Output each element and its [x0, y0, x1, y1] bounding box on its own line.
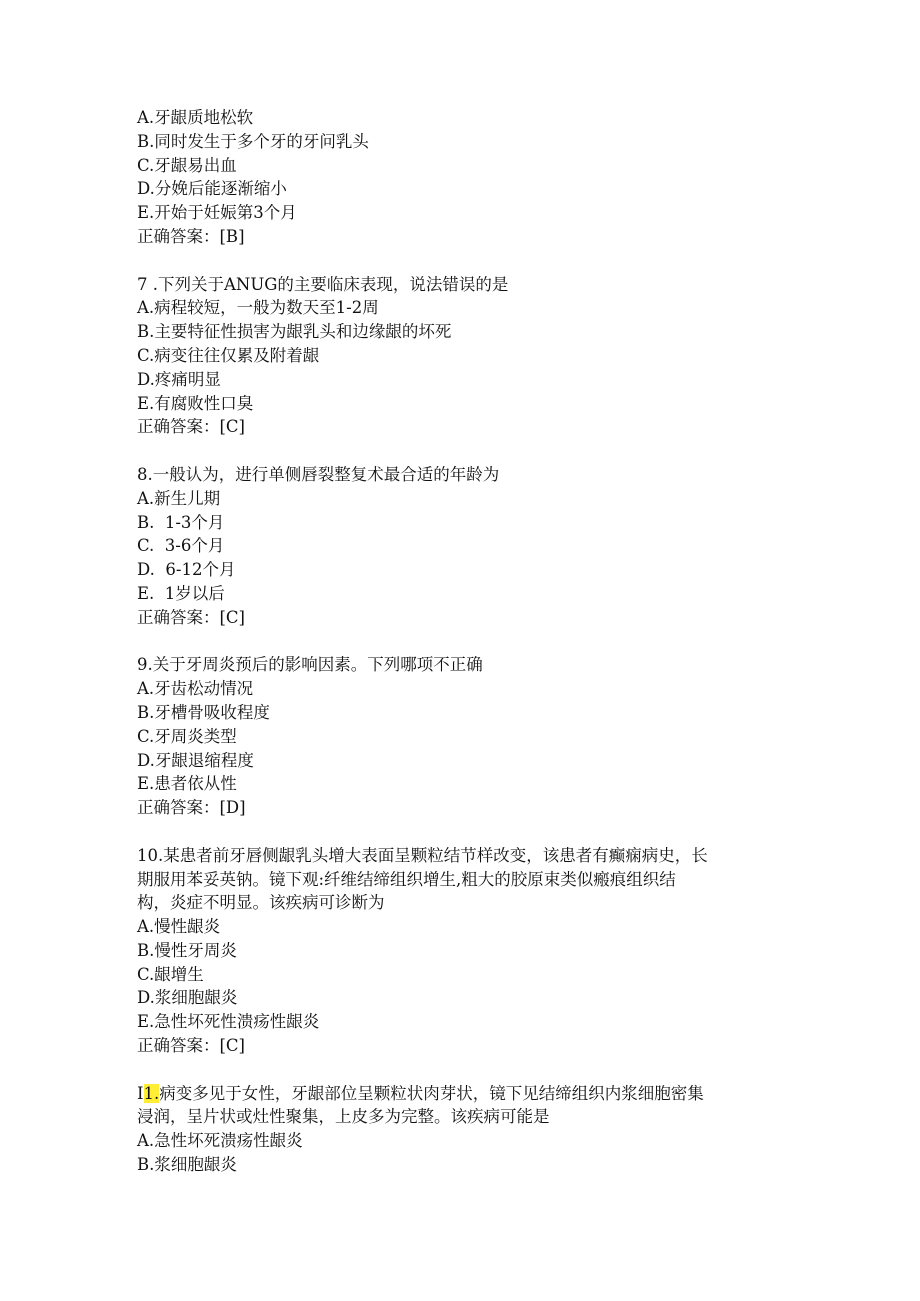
option-a: A.慢性龈炎: [137, 917, 221, 937]
option-b: B.同时发生于多个牙的牙问乳头: [137, 131, 369, 151]
question-number-prefix: I: [137, 1083, 144, 1103]
answer: 正确答案：[C]: [137, 417, 245, 437]
option-b: B.牙槽骨吸收程度: [137, 702, 270, 722]
option-b: B.主要特征性损害为龈乳头和边缘龈的坏死: [137, 322, 452, 342]
option-a: A.急性坏死溃疡性龈炎: [137, 1131, 303, 1151]
option-d: D. 6-12个月: [137, 560, 236, 580]
question-text-line-2: 期服用苯妥英钠。镜下观:纤维结缔组织增生,粗大的胶原束类似瘢痕组织结: [137, 869, 676, 889]
spacer: [137, 820, 787, 844]
option-c: C.龈增生: [137, 964, 204, 984]
question-text-rest: 病变多见于女性，牙龈部位呈颗粒状肉芽状，镜下见结缔组织内浆细胞密集: [159, 1083, 704, 1103]
option-e: E. 1岁以后: [137, 583, 225, 603]
option-e: E.开始于妊娠第3个月: [137, 203, 297, 223]
option-d: D.疼痛明显: [137, 369, 221, 389]
option-c: C.牙周炎类型: [137, 726, 237, 746]
question-9: [137, 653, 787, 820]
option-d: D.牙龈退缩程度: [137, 750, 254, 770]
option-a: A.新生儿期: [137, 488, 221, 508]
option-e: E.患者依从性: [137, 774, 237, 794]
question-text: 8.一般认为，进行单侧唇裂整复术最合适的年龄为: [137, 464, 500, 484]
answer: 正确答案：[D]: [137, 798, 246, 818]
answer: 正确答案：[C]: [137, 607, 245, 627]
spacer: [137, 630, 787, 654]
option-b: B.浆细胞龈炎: [137, 1155, 237, 1175]
question-text: 7 .下列关于ANUG的主要临床表现，说法错误的是: [137, 274, 509, 294]
spacer: [137, 439, 787, 463]
option-a: A.牙龈质地松软: [137, 108, 254, 127]
question-11: [137, 1082, 787, 1177]
option-a: A.牙齿松动情况: [137, 679, 254, 699]
spacer: [137, 249, 787, 273]
option-c: C.牙龈易出血: [137, 155, 237, 175]
option-b: B. 1-3个月: [137, 512, 225, 532]
question-text-line-2: 浸润，呈片状或灶性聚集，上皮多为完整。该疾病可能是: [137, 1107, 550, 1127]
answer: 正确答案：[C]: [137, 1036, 245, 1056]
question-6-continued: [137, 106, 787, 249]
option-c: C. 3-6个月: [137, 536, 225, 556]
option-c: C.病变往往仅累及附着龈: [137, 345, 320, 365]
question-text-line-1: [137, 1082, 787, 1106]
highlighted-number: 1.: [143, 1083, 160, 1103]
option-b: B.慢性牙周炎: [137, 940, 237, 960]
answer: 正确答案：[B]: [137, 226, 245, 246]
question-7: [137, 273, 787, 440]
option-e: E.有腐败性口臭: [137, 393, 254, 413]
question-text-line-3: 构，炎症不明显。该疾病可诊断为: [137, 893, 385, 913]
option-d: D.浆细胞龈炎: [137, 988, 238, 1008]
question-8: [137, 463, 787, 630]
option-a: A.病程较短，一般为数天至1-2周: [137, 298, 379, 318]
document-page: [137, 106, 787, 1177]
option-d: D.分娩后能逐渐缩小: [137, 179, 287, 199]
question-text-line-1: 10.某患者前牙唇侧龈乳头增大表面呈颗粒结节样改变，该患者有癫痫病史，长: [137, 845, 708, 865]
spacer: [137, 1058, 787, 1082]
option-e: E.急性坏死性溃疡性龈炎: [137, 1012, 320, 1032]
question-text: 9.关于牙周炎预后的影响因素。下列哪项不正确: [137, 655, 483, 675]
question-10: [137, 844, 787, 1058]
